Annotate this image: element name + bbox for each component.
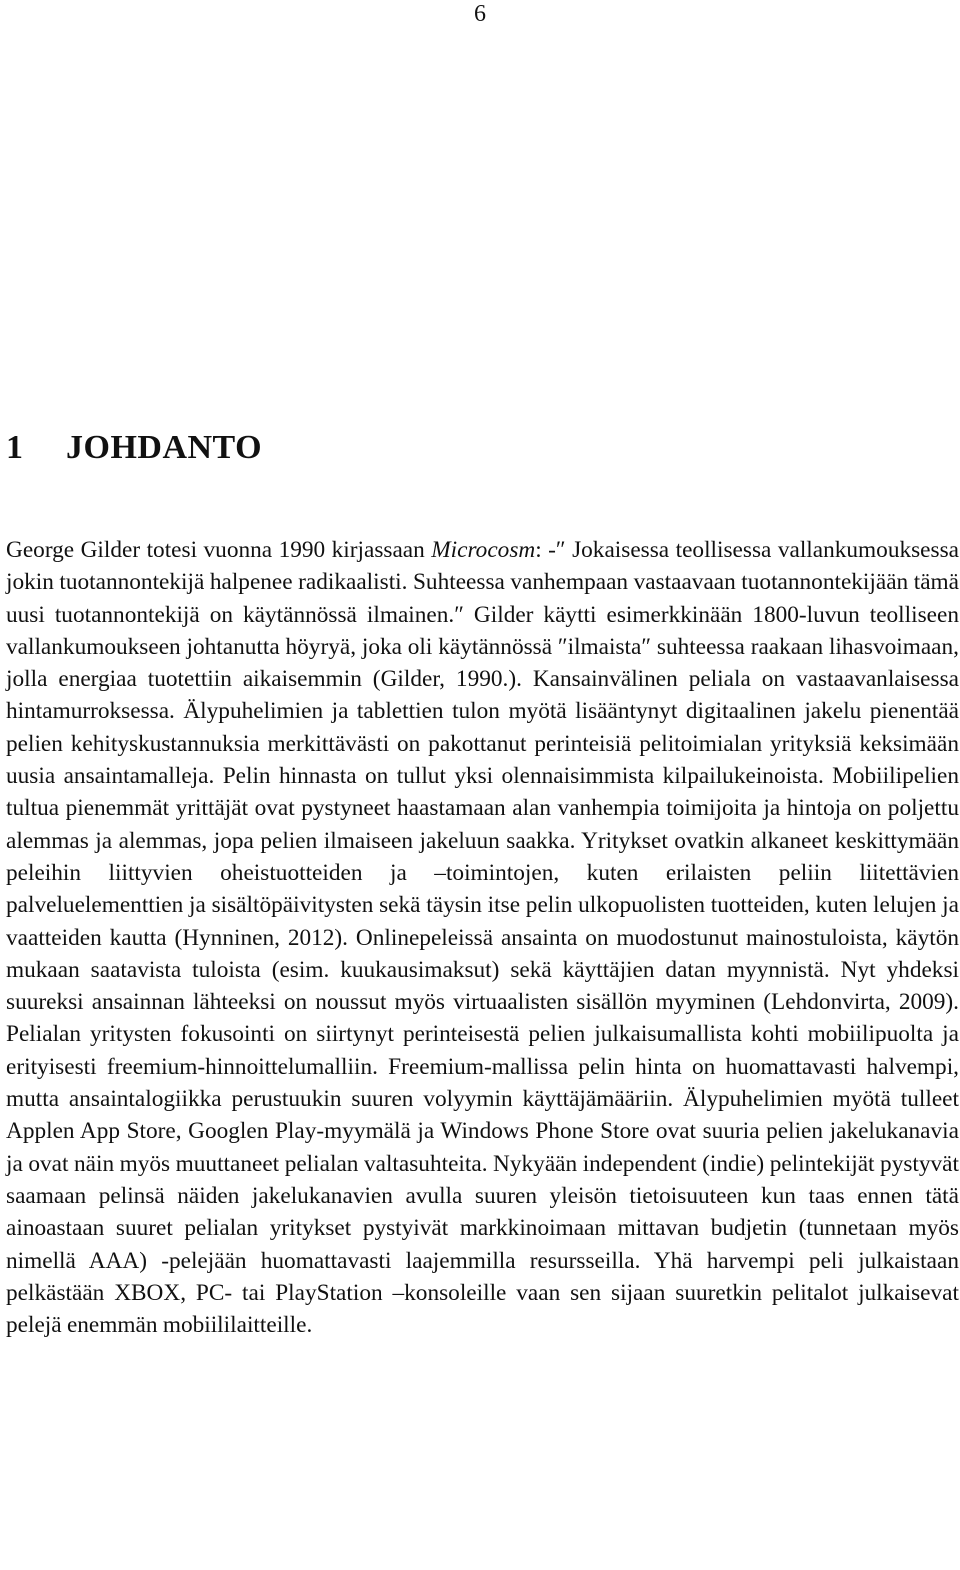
body-paragraph bbox=[6, 534, 959, 1341]
book-title: Microcosm bbox=[431, 537, 536, 563]
page-number: 6 bbox=[474, 1, 486, 27]
paragraph-text-rest: : -″ Jokaisessa teollisessa vallankumouksessa jokin tuotannontekijä halpenee radikaalisti. Suhteessa vanhempaan vastaavaan tuotannontekijään tämä uusi tuotannontekijä on käytännössä ilmainen.″ Gilder käytti esimerkkinään 1800-luvun teolliseen vallankumoukseen johtanutta höyryä, joka oli käytännössä ″ilmaista″ suhteessa raakaan lihasvoimaan, jolla energiaa tuotettiin aikaisemmin (Gilder, 1990.). Kansainvälinen peliala on vastaavanlaisessa hintamurroksessa. Älypuhelimien ja tablettien tulon myötä lisääntynyt digitaalinen jakelu pienentää pelien kehityskustannuksia merkittävästi on pakottanut perinteisiä pelitoimialan yrityksiä keksimään uusia ansaintamalleja. Pelin hinnasta on tullut yksi olennaisimmista kilpailukeinoista. Mobiilipelien tultua pienemmät yrittäjät ovat pystyneet haastamaan alan vanhempia toimijoita ja hintoja on poljettu alemmas ja alemmas, jopa pelien ilmaiseen jakeluun saakka. Yritykset ovatkin alkaneet keskittymään peleihin liittyvien oheistuotteiden ja –toimintojen, kuten erilaisten peliin liitettävien palveluelementtien ja sisältöpäivitysten sekä täysin itse pelin ulkopuolisten tuotteiden, kuten lelujen ja vaatteiden kautta (Hynninen, 2012). Onlinepeleissä ansainta on muodostunut mainostuloista, käytön mukaan saatavista tuloista (esim. kuukausimaksut) sekä käyttäjien datan myynnistä. Nyt yhdeksi suureksi ansainnan lähteeksi on noussut myös virtuaalisten sisällön myyminen (Lehdonvirta, 2009). Pelialan yritysten fokusointi on siirtynyt perinteisestä pelien julkaisumallista kohti mobiilipuolta ja erityisesti freemium-hinnoittelumalliin. Freemium-mallissa pelin hinta on huomattavasti halvempi, mutta ansaintalogiikka perustuukin suuren volyymin käyttäjämääriin. Älypuhelimien myötä tulleet Applen App Store, Googlen Play-myymälä ja Windows Phone Store ovat suuria pelien jakelukanavia ja ovat näin myös muuttaneet pelialan valtasuhteita. Nykyään independent (indie) pelintekijät pystyvät saamaan pelinsä näiden jakelukanavien avulla suuren yleisön tietoisuuteen kun taas ennen tätä ainoastaan suuret pelialan yritykset pystyivät markkinoimaan mittavan budjetin (tunnetaan myös nimellä AAA) -pelejään huomattavasti laajemmilla resursseilla. Yhä harvempi peli julkaistaan pelkästään XBOX, PC- tai PlayStation –konsoleille vaan sen sijaan suuretkin pelitalot julkaisevat pelejä enemmän mobiililaitteille. bbox=[6, 537, 959, 1339]
section-title: JOHDANTO bbox=[66, 429, 263, 466]
section-heading bbox=[6, 428, 262, 468]
paragraph-text-start: George Gilder totesi vuonna 1990 kirjassaan bbox=[6, 537, 432, 563]
section-number: 1 bbox=[6, 429, 24, 466]
